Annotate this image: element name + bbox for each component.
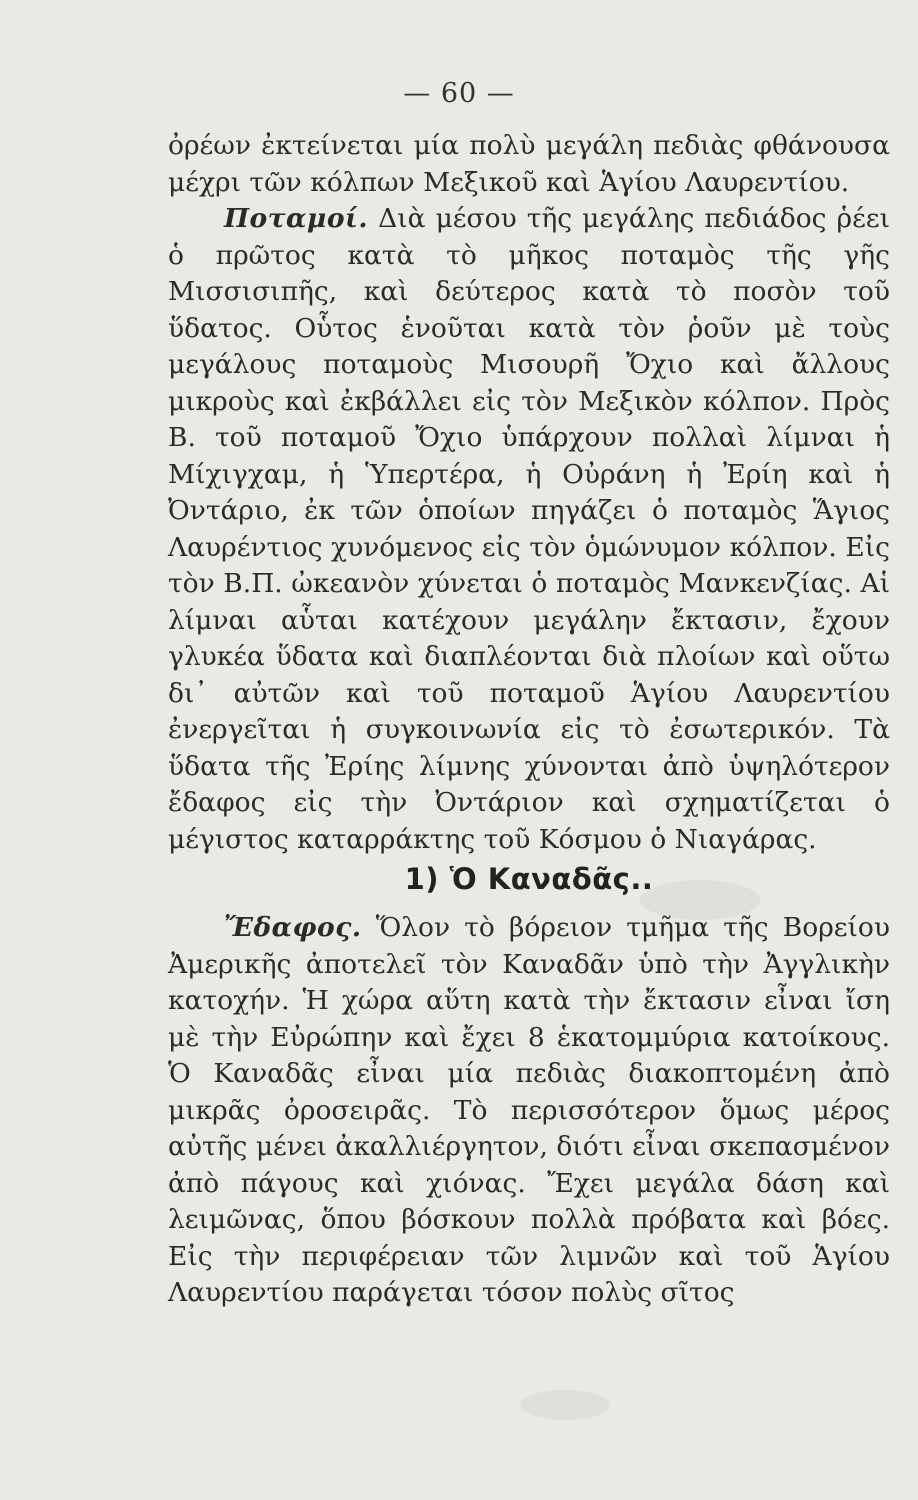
- text-block-canada: [168, 910, 890, 1312]
- paragraph-terrain-text: Ὅλον τὸ βόρειον τμῆμα τῆς Βορείου Ἀμερικῆς ἀποτελεῖ τὸν Καναδᾶν ὑπὸ τὴν Ἀγγλικὴν κατοχήν. Ἡ χώρα αὕτη κατὰ τὴν ἔκτασιν εἶναι ἴση μὲ τὴν Εὐρώπην καὶ ἔχει 8 ἑκατομμύρια κατοίκους. Ὁ Καναδᾶς εἶναι μία πεδιὰς διακοπτομένη ἀπὸ μικρᾶς ὀροσειρᾶς. Τὸ περισσότερον ὅμως μέρος αὐτῆς μένει ἀκαλλιέργητον, διότι εἶναι σκεπασμένον ἀπὸ πάγους καὶ χιόνας. Ἔχει μεγάλα δάση καὶ λειμῶνας, ὅπου βόσκουν πολλὰ πρόβατα καὶ βόες. Εἰς τὴν περιφέρειαν τῶν λιμνῶν καὶ τοῦ Ἁγίου Λαυρεντίου παράγεται τόσον πολὺς σῖτος: [168, 912, 890, 1308]
- paragraph-continuation: ὀρέων ἐκτείνεται μία πολὺ μεγάλη πεδιὰς φθάνουσα μέχρι τῶν κόλπων Μεξικοῦ καὶ Ἁγίου Λαυρεντίου.: [168, 130, 890, 198]
- paragraph-rivers-text: Διὰ μέσου τῆς μεγάλης πεδιάδος ῥέει ὁ πρῶτος κατὰ τὸ μῆκος ποταμὸς τῆς γῆς Μισσισιπῆς, καὶ δεύτερος κατὰ τὸ ποσὸν τοῦ ὕδατος. Οὗτος ἑνοῦται κατὰ τὸν ῥοῦν μὲ τοὺς μεγάλους ποταμοὺς Μισουρῆ Ὄχιο καὶ ἄλλους μικροὺς καὶ ἐκβάλλει εἰς τὸν Μεξικὸν κόλπον. Πρὸς Β. τοῦ ποταμοῦ Ὄχιο ὑπάρχουν πολλαὶ λίμναι ἡ Μίχιγχαμ, ἡ Ὑπερτέρα, ἡ Οὐράνη ἡ Ἐρίη καὶ ἡ Ὀντάριο, ἐκ τῶν ὁποίων πηγάζει ὁ ποταμὸς Ἅγιος Λαυρέντιος χυνόμενος εἰς τὸν ὁμώνυμον κόλπον. Εἰς τὸν Β.Π. ὠκεανὸν χύνεται ὁ ποταμὸς Μανκενζίας. Αἱ λίμναι αὗται κατέχουν μεγάλην ἔκτασιν, ἔχουν γλυκέα ὕδατα καὶ διαπλέονται διὰ πλοίων καὶ οὕτω δι᾽ αὐτῶν καὶ τοῦ ποταμοῦ Ἁγίου Λαυρεντίου ἐνεργεῖται ἡ συγκοινωνία εἰς τὸ ἐσωτερικόν. Τὰ ὕδατα τῆς Ἐρίης λίμνης χύνονται ἀπὸ ὑψηλότερον ἔδαφος εἰς τὴν Ὀντάριον καὶ σχηματίζεται ὁ μέγιστος καταρράκτης τοῦ Κόσμου ὁ Νιαγάρας.: [168, 203, 890, 855]
- paragraph-terrain: [168, 910, 890, 1312]
- run-in-heading-terrain: Ἔδαφος.: [224, 912, 362, 943]
- section-heading-canada: 1) Ὁ Καναδᾶς..: [404, 862, 654, 896]
- run-in-heading-rivers: Ποταμοί.: [224, 203, 369, 234]
- paragraph-rivers: [168, 201, 890, 858]
- paper-smudge: [520, 1390, 610, 1420]
- page-number: — 60 —: [403, 78, 515, 109]
- text-block-rivers: [168, 128, 890, 858]
